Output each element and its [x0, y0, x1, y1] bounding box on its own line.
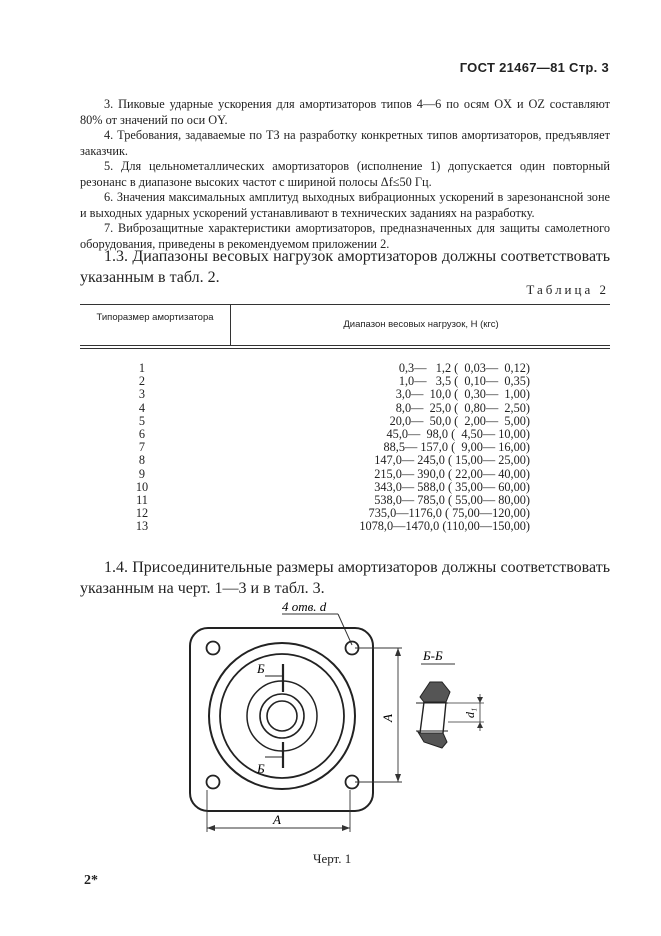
table-range-cell: 147,0— 245,0 ( 15,00— 25,00) [374, 453, 530, 468]
section-profile-left [420, 702, 424, 733]
section-profile-right [443, 702, 446, 733]
dim-a-vertical-label: A [380, 714, 395, 722]
dim-a-arrow-left [207, 825, 215, 831]
table-size-cell: 2 [138, 374, 146, 389]
table-range-cell: 538,0— 785,0 ( 55,00— 80,00) [374, 492, 530, 507]
paragraph-7: 7. Виброзащитные характеристики амортизаторов, предназначенных для защиты самолетного оборудования, приведены в рекомендуемом приложении 2. [80, 221, 610, 251]
table-size-cell: 6 [138, 426, 146, 441]
paragraph-3: 3. Пиковые ударные ускорения для амортизаторов типов 4—6 по осям OX и OZ составляют 80% от значений по оси OY. [80, 97, 610, 127]
dim-a-arrow-right [342, 825, 350, 831]
paragraph-4: 4. Требования, задаваемые по ТЗ на разработку конкретных типов амортизаторов, предъявляет заказчик. [80, 128, 610, 158]
section-view-title: Б-Б [423, 648, 443, 663]
footer-mark: 2* [84, 873, 98, 888]
dim-d1-label: d₁ [463, 707, 477, 718]
table-size-cell: 8 [138, 453, 146, 468]
dim-a-horizontal-label: A [273, 812, 281, 827]
section-mark-top: Б [257, 661, 265, 676]
table-size-cell: 9 [138, 466, 146, 481]
dim-d1-arrow-bottom [477, 722, 483, 728]
table-header-size: Типоразмер амортизатора [96, 312, 214, 323]
table-size-cell: 11 [136, 492, 148, 507]
table-size-cell: 4 [138, 400, 146, 415]
table-size-cell: 12 [135, 506, 149, 521]
table-range-cell: 3,0— 10,0 ( 0,30— 1,00) [395, 387, 530, 402]
table-range-cell: 215,0— 390,0 ( 22,00— 40,00) [374, 466, 530, 481]
holes-label: 4 отв. d [282, 599, 327, 614]
table-size-cell: 13 [135, 519, 149, 534]
dim-a-v-arrow-bottom [395, 774, 401, 782]
table-size-cell: 3 [138, 387, 146, 402]
section-lower-hatch [418, 732, 447, 748]
table-range-cell: 1,0— 3,5 ( 0,10— 0,35) [398, 374, 530, 389]
table-caption: Таблица 2 [526, 282, 609, 297]
section-1-4-text: 1.4. Присоединительные размеры амортизаторов должны соответствовать указанным на черт. 1—3 и в табл. 3. [80, 559, 610, 597]
table-size-cell: 1 [138, 361, 146, 375]
center-bore [267, 701, 297, 731]
hole-bottom-left [207, 776, 220, 789]
table-size-cell: 7 [138, 440, 146, 455]
dim-d1-arrow-top [477, 697, 483, 703]
table-range-cell: 1078,0—1470,0 (110,00—150,00) [359, 519, 530, 534]
page-header: ГОСТ 21467—81 Стр. 3 [459, 60, 609, 75]
table-range-cell: 20,0— 50,0 ( 2,00— 5,00) [389, 413, 530, 428]
table-range-cell: 343,0— 588,0 ( 35,00— 60,00) [374, 479, 530, 494]
table-range-cell: 88,5— 157,0 ( 9,00— 16,00) [383, 440, 530, 455]
figure-caption: Черт. 1 [313, 851, 352, 866]
section-upper-hatch [420, 682, 450, 702]
table-header-range: Диапазон весовых нагрузок, Н (кгс) [343, 319, 499, 330]
table-range-cell: 45,0— 98,0 ( 4,50— 10,00) [386, 426, 530, 441]
table-range-cell: 0,3— 1,2 ( 0,03— 0,12) [398, 361, 530, 375]
section-mark-bottom: Б [257, 761, 265, 776]
table-range-cell: 8,0— 25,0 ( 0,80— 2,50) [395, 400, 530, 415]
section-1-3-text: 1.3. Диапазоны весовых нагрузок амортизаторов должны соответствовать указанным в табл. 2. [80, 248, 610, 286]
table-size-cell: 10 [135, 479, 149, 494]
table-range-cell: 735,0—1176,0 ( 75,00—120,00) [368, 506, 530, 521]
table-size-cell: 5 [138, 413, 146, 428]
paragraph-5: 5. Для цельнометаллических амортизаторов (исполнение 1) допускается один повторный резонанс в диапазоне высоких частот с шириной полосы Δf≤50 Гц. [80, 159, 610, 189]
holes-leader [338, 614, 352, 645]
paragraph-6: 6. Значения максимальных амплитуд выходных вибрационных ускорений в зарезонансной зоне и выходных ударных ускорений устанавливают в технических заданиях на разработку. [80, 190, 610, 220]
dim-a-v-arrow-top [395, 648, 401, 656]
hole-top-left [207, 642, 220, 655]
